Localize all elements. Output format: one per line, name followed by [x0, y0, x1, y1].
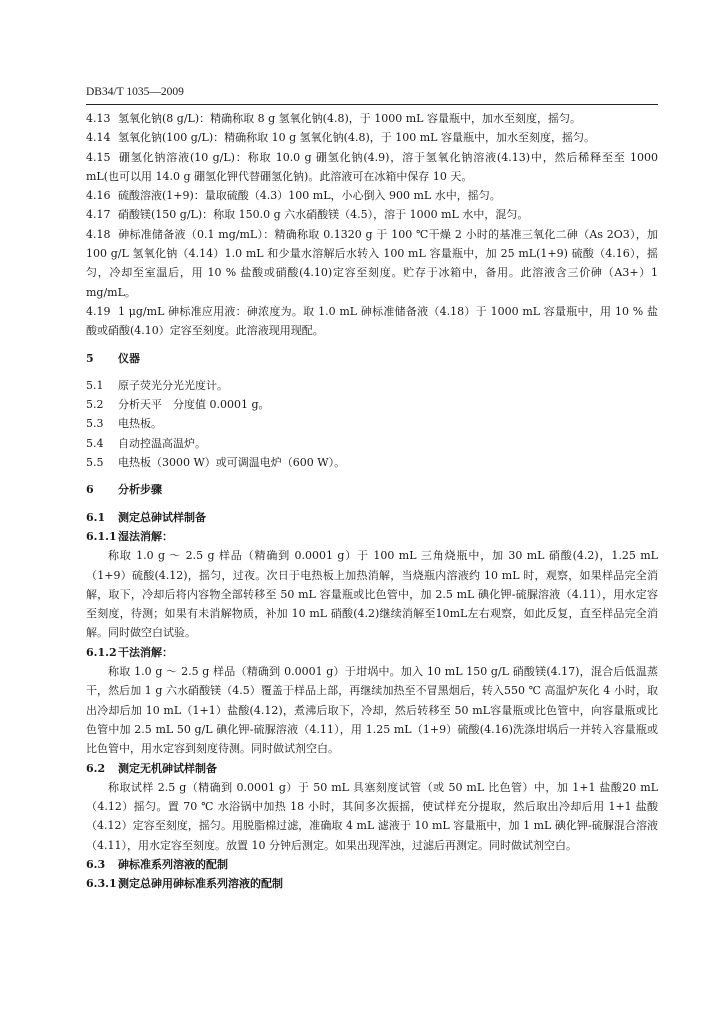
section-title: 测定无机砷试样制备: [118, 761, 217, 775]
clause-number: 4.14: [86, 131, 111, 145]
reagent-4-14: [86, 128, 658, 147]
inorganic-arsenic-paragraph: 称取试样 2.5 g（精确到 0.0001 g）于 50 mL 具塞刻度试管（或 50 mL 比色管）中，加 1+1 盐酸20 mL（4.12）摇匀。置 70 ℃ 水浴锅中加热 18 小时，其间多次振摇，使试样充分提取，然后取出冷却后用 1+1 盐酸（4.12）定容至刻度，摇匀。用脱脂棉过滤，准确取 4 mL 滤液于 10 mL 容量瓶中，加 1 mL 碘化钾-硫脲混合溶液（4.11），用水定容至刻度。放置 10 分钟后测定。如果出现浑浊，过滤后再测定。同时做试剂空白。: [86, 780, 658, 852]
clause-text: 硝酸镁(150 g/L)：称取 150.0 g 六水硝酸镁（4.5），溶于 1000 mL 水中，混匀。: [118, 208, 529, 222]
section-number: 6.3: [86, 857, 106, 871]
clause-number: 4.17: [86, 208, 111, 222]
section-title: 分析步骤: [118, 483, 162, 497]
section-title: 测定总砷用砷标准系列溶液的配制: [118, 877, 283, 891]
section-title: 砷标准系列溶液的配制: [118, 857, 228, 871]
instrument-5-5: [86, 453, 658, 472]
subsection-6-1-2-heading: [86, 643, 658, 662]
clause-number: 4.18: [86, 227, 111, 241]
subsection-6-3-1-heading: [86, 874, 658, 893]
clause-number: 5.2: [86, 398, 104, 412]
clause-text: 分析天平 分度值 0.0001 g。: [118, 398, 270, 412]
clause-text: 1 μg/mL 砷标准应用液：砷浓度为。取 1.0 mL 砷标准储备液（4.18）于 1000 mL 容量瓶中，用 10 % 盐酸或硝酸(4.10）定容至刻度。此溶液现用现配。: [86, 304, 658, 338]
section-number: 6.1.1: [86, 529, 117, 543]
reagent-4-15: [86, 148, 658, 187]
clause-text: 电热板（3000 W）或可调温电炉（600 W）。: [118, 456, 346, 470]
section-title: 湿法消解：: [118, 529, 173, 543]
dry-digestion-paragraph: 称取 1.0 g ～ 2.5 g 样品（精确到 0.0001 g）于坩埚中。加入 10 mL 150 g/L 硝酸镁(4.17)，混合后低温蒸干，然后加 1 g 六水硝酸镁（4.5）覆盖于样品上部，再继续加热至不冒黑烟后，转入550 ℃ 高温炉灰化 4 小时，取出冷却后加 10 mL（1+1）盐酸(4.12)，煮沸后取下，冷却，然后转移至 50 mL容量瓶或比色管中，向容量瓶或比色管中加 2.5 mL 50 g/L 碘化钾-硫脲溶液（4.11），用 1.25 mL（1+9）硫酸(4.16)洗涤坩埚后一并转入容量瓶或比色管中，用水定容到刻度待测。同时做试剂空白。: [86, 665, 658, 756]
subsection-6-3-heading: [86, 855, 658, 874]
clause-text: 硫酸溶液(1+9)：量取硫酸（4.3）100 mL，小心倒入 900 mL 水中，摇匀。: [118, 189, 501, 203]
clause-number: 4.13: [86, 112, 111, 125]
reagent-4-13: [86, 109, 658, 128]
clause-number: 5.4: [86, 436, 104, 450]
clause-number: 4.19: [86, 304, 111, 318]
instrument-5-3: [86, 414, 658, 433]
reagent-4-17: [86, 205, 658, 224]
reagent-4-19: [86, 302, 658, 341]
subsection-6-1-heading: [86, 508, 658, 527]
subsection-6-1-1-heading: [86, 527, 658, 546]
clause-text: 硼氢化钠溶液(10 g/L)：称取 10.0 g 硼氢化钠(4.9)，溶于氢氧化钠溶液(4.13)中，然后稀释至至 1000 mL(也可以用 14.0 g 硼氢化钾代替硼氢化钠)。此溶液可在冰箱中保存 10 天。: [86, 150, 658, 183]
clause-number: 5.3: [86, 417, 104, 431]
clause-number: 5.5: [86, 456, 104, 470]
clause-number: 4.16: [86, 189, 111, 203]
clause-text: 氢氧化钠(100 g/L)：精确称取 10 g 氢氧化钠(4.8)，于 100 mL 容量瓶中，加水至刻度，摇匀。: [118, 131, 595, 145]
section-number: 6.3.1: [86, 877, 117, 891]
clause-text: 自动控温高温炉。: [118, 436, 206, 450]
header-rule: [86, 104, 658, 105]
section-number: 6.1.2: [86, 645, 117, 659]
clause-text: 电热板。: [118, 417, 162, 431]
instrument-5-4: [86, 434, 658, 453]
section-number: 6: [86, 483, 94, 497]
section-number: 6.2: [86, 761, 106, 775]
section-5-heading: [86, 349, 658, 368]
standard-code-header: DB34/T 1035—2009: [86, 86, 184, 98]
wet-digestion-paragraph: 称取 1.0 g ～ 2.5 g 样品（精确到 0.0001 g）于 100 mL 三角烧瓶中，加 30 mL 硝酸(4.2)，1.25 mL（1+9）硫酸(4.12)，摇匀，过夜。次日于电热板上加热消解，当烧瓶内溶液约 10 mL 时，观察，如果样品完全消解，取下，冷却后将内容物全部转移至 50 mL 容量瓶或比色管中，加 2.5 mL 碘化钾-硫脲溶液（4.11），用水定容至刻度，待测；如果有未消解物质，补加 10 mL 硝酸(4.2)继续消解至10mL左右观察，如此反复，直至样品完全消解。同时做空白试验。: [86, 549, 658, 640]
instrument-5-1: [86, 376, 658, 395]
section-title: 干法消解：: [118, 645, 173, 659]
clause-number: 5.1: [86, 378, 104, 392]
subsection-6-2-heading: [86, 759, 658, 778]
clause-text: 砷标准储备液（0.1 mg/mL）：精确称取 0.1320 g 于 100 ℃干燥 2 小时的基准三氧化二砷（As 2O3），加 100 g/L 氢氧化钠（4.14）1.0 mL 和少量水溶解后水转入 100 mL 容量瓶中，加 25 mL(1+9) 硫酸（4.16），摇匀，冷却至室温后，用 10 % 盐酸或硝酸(4.10)定容至刻度。贮存于冰箱中，备用。此溶液含三价砷（A3+）1 mg/mL。: [86, 227, 658, 299]
clause-text: 原子荧光分光光度计。: [118, 378, 228, 392]
section-title: 测定总砷试样制备: [118, 510, 206, 524]
clause-number: 4.15: [86, 150, 111, 164]
section-6-heading: [86, 480, 658, 499]
section-title: 仪器: [118, 351, 140, 365]
document-body: [86, 109, 658, 894]
reagent-4-18: [86, 225, 658, 302]
section-number: 6.1: [86, 510, 106, 524]
instrument-5-2: [86, 395, 658, 414]
reagent-4-16: [86, 186, 658, 205]
section-number: 5: [86, 351, 94, 365]
clause-text: 氢氧化钠(8 g/L)：精确称取 8 g 氢氧化钠(4.8)，于 1000 mL 容量瓶中，加水至刻度，摇匀。: [118, 112, 581, 125]
